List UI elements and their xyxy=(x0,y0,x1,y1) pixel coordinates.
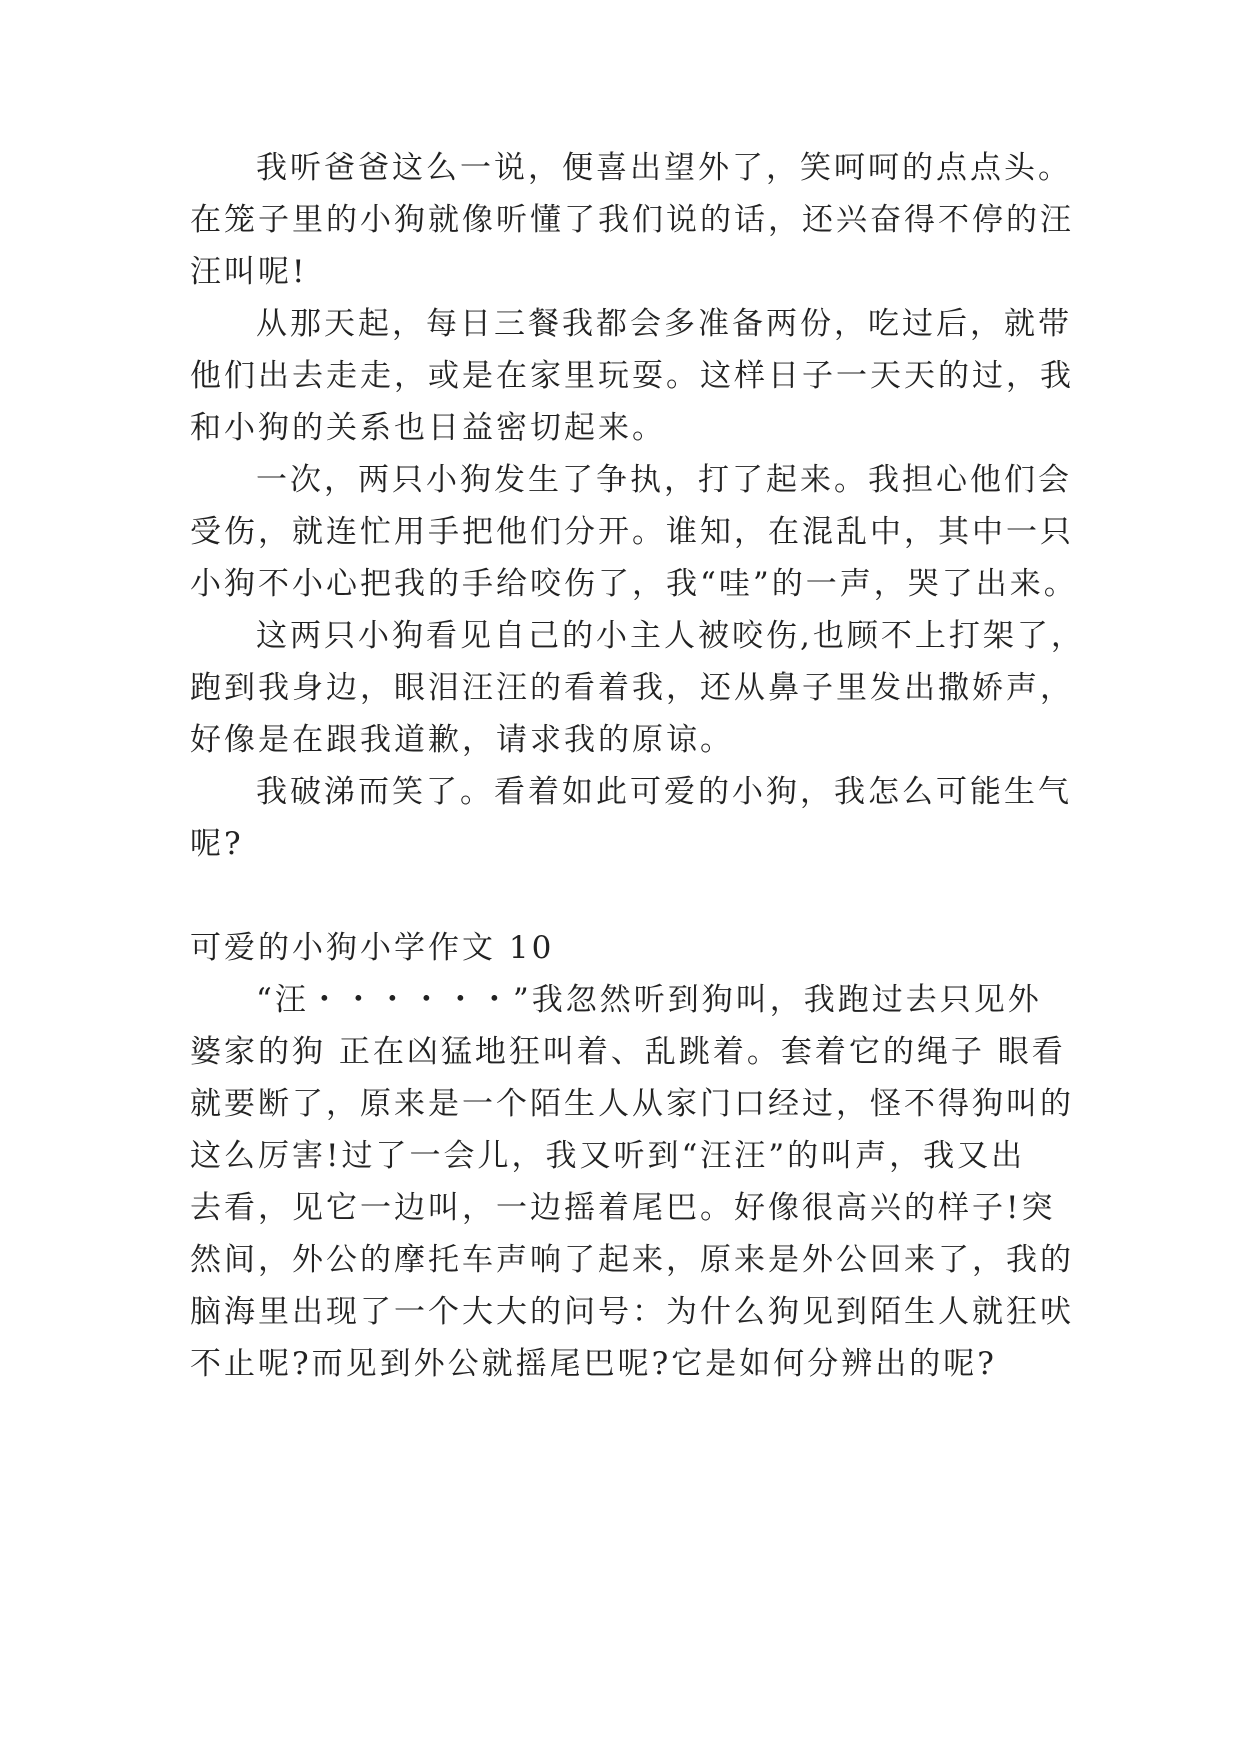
text-line: 这么厉害!过了一会儿，我又听到“汪汪”的叫声，我又出 xyxy=(190,1138,1026,1174)
text-line: 婆家的狗 正在凶猛地狂叫着、乱跳着。套着它的绳子 眼看 xyxy=(190,1034,1066,1070)
text-line: 脑海里出现了一个大大的问号：为什么狗见到陌生人就狂吠 xyxy=(190,1294,1074,1330)
text-line: 不止呢?而见到外公就摇尾巴呢?它是如何分辨出的呢? xyxy=(190,1346,997,1382)
text-line: 在笼子里的小狗就像听懂了我们说的话，还兴奋得不停的汪 xyxy=(190,202,1074,238)
text-line: “汪・・・・・・”我忽然听到狗叫，我跑过去只见外 xyxy=(256,982,1042,1018)
text-line: 他们出去走走，或是在家里玩耍。这样日子一天天的过，我 xyxy=(190,358,1074,394)
text-line: 我听爸爸这么一说，便喜出望外了，笑呵呵的点点头。 xyxy=(256,150,1072,186)
text-line: 和小狗的关系也日益密切起来。 xyxy=(190,410,666,446)
text-line: 好像是在跟我道歉，请求我的原谅。 xyxy=(190,722,734,758)
text-line: 呢? xyxy=(190,826,244,862)
text-line: 然间，外公的摩托车声响了起来，原来是外公回来了，我的 xyxy=(190,1242,1074,1278)
text-line: 汪叫呢! xyxy=(190,254,308,290)
text-line: 一次，两只小狗发生了争执，打了起来。我担心他们会 xyxy=(256,462,1072,498)
text-line: 就要断了，原来是一个陌生人从家门口经过，怪不得狗叫的 xyxy=(190,1086,1074,1122)
text-line: 跑到我身边，眼泪汪汪的看着我，还从鼻子里发出撒娇声， xyxy=(190,670,1074,706)
text-line: 这两只小狗看见自己的小主人被咬伤,也顾不上打架了， xyxy=(256,618,1085,654)
text-line: 受伤，就连忙用手把他们分开。谁知，在混乱中，其中一只 xyxy=(190,514,1074,550)
text-line: 从那天起，每日三餐我都会多准备两份，吃过后，就带 xyxy=(256,306,1072,342)
section-heading: 可爱的小狗小学作文 10 xyxy=(190,930,555,966)
text-line: 小狗不小心把我的手给咬伤了，我“哇”的一声，哭了出来。 xyxy=(190,566,1078,602)
text-line: 我破涕而笑了。看着如此可爱的小狗，我怎么可能生气 xyxy=(256,774,1072,810)
text-line: 去看，见它一边叫，一边摇着尾巴。好像很高兴的样子!突 xyxy=(190,1190,1056,1226)
